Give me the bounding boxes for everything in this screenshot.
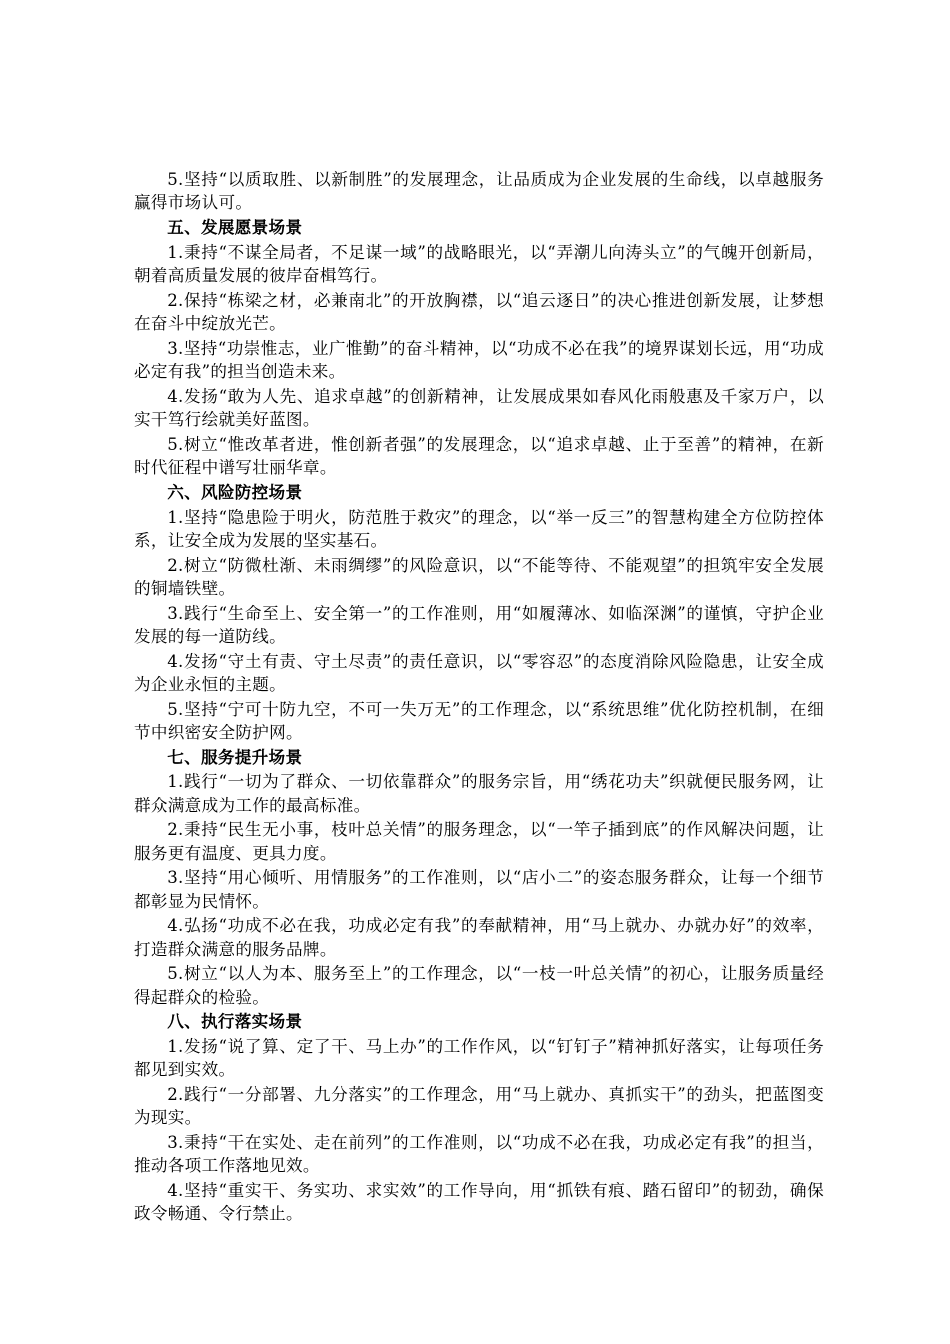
intro-paragraph: 5.坚持“以质取胜、以新制胜”的发展理念，让品质成为企业发展的生命线，以卓越服务赢得市场认可。 xyxy=(134,170,824,213)
section-8-item-4: 4.坚持“重实干、务实功、求实效”的工作导向，用“抓铁有痕、踏石留印”的韧劲，确保政令畅通、令行禁止。 xyxy=(134,1181,824,1224)
section-5-item-2: 2.保持“栋梁之材，必兼南北”的开放胸襟，以“追云逐日”的决心推进创新发展，让梦想在奋斗中绽放光芒。 xyxy=(134,290,824,333)
section-6-item-1: 1.坚持“隐患险于明火，防范胜于救灾”的理念，以“举一反三”的智慧构建全方位防控体系，让安全成为发展的坚实基石。 xyxy=(134,507,824,550)
section-6-item-4: 4.发扬“守土有责、守土尽责”的责任意识，以“零容忍”的态度消除风险隐患，让安全成为企业永恒的主题。 xyxy=(134,651,824,694)
section-8-item-3: 3.秉持“干在实处、走在前列”的工作准则，以“功成不必在我，功成必定有我”的担当，推动各项工作落地见效。 xyxy=(134,1133,824,1176)
section-5-item-1: 1.秉持“不谋全局者，不足谋一域”的战略眼光，以“弄潮儿向涛头立”的气魄开创新局，朝着高质量发展的彼岸奋楫笃行。 xyxy=(134,242,824,285)
section-heading-5: 五、发展愿景场景 xyxy=(167,218,303,237)
section-7-item-5: 5.树立“以人为本、服务至上”的工作理念，以“一枝一叶总关情”的初心，让服务质量经得起群众的检验。 xyxy=(134,964,824,1007)
section-heading-8: 八、执行落实场景 xyxy=(167,1012,303,1032)
section-5-item-5: 5.树立“惟改革者进，惟创新者强”的发展理念，以“追求卓越、止于至善”的精神，在新时代征程中谱写壮丽华章。 xyxy=(134,434,824,477)
section-6-item-3: 3.践行“生命至上、安全第一”的工作准则，用“如履薄冰、如临深渊”的谨慎，守护企业发展的每一道防线。 xyxy=(134,603,824,646)
section-heading-7: 七、服务提升场景 xyxy=(167,747,303,767)
section-5-item-3: 3.坚持“功崇惟志，业广惟勤”的奋斗精神，以“功成不必在我”的境界谋划长远，用“功成必定有我”的担当创造未来。 xyxy=(134,338,824,381)
section-7-item-3: 3.坚持“用心倾听、用情服务”的工作准则，以“店小二”的姿态服务群众，让每一个细节都彰显为民情怀。 xyxy=(134,868,824,911)
section-5-item-4: 4.发扬“敢为人先、追求卓越”的创新精神，让发展成果如春风化雨般惠及千家万户，以实干笃行绘就美好蓝图。 xyxy=(134,386,824,429)
section-6-item-5: 5.坚持“宁可十防九空，不可一失万无”的工作理念，以“系统思维”优化防控机制，在细节中织密安全防护网。 xyxy=(134,699,824,742)
section-7-item-1: 1.践行“一切为了群众、一切依靠群众”的服务宗旨，用“绣花功夫”织就便民服务网，让群众满意成为工作的最高标准。 xyxy=(134,772,824,815)
section-7-item-4: 4.弘扬“功成不必在我，功成必定有我”的奉献精神，用“马上就办、办就办好”的效率，打造群众满意的服务品牌。 xyxy=(134,916,824,959)
section-heading-6: 六、风险防控场景 xyxy=(167,482,303,502)
section-8-item-2: 2.践行“一分部署、九分落实”的工作理念，用“马上就办、真抓实干”的劲头，把蓝图变为现实。 xyxy=(134,1085,824,1128)
section-8-item-1: 1.发扬“说了算、定了干、马上办”的工作作风，以“钉钉子”精神抓好落实，让每项任务都见到实效。 xyxy=(134,1037,824,1080)
section-7-item-2: 2.秉持“民生无小事，枝叶总关情”的服务理念，以“一竿子插到底”的作风解决问题，让服务更有温度、更具力度。 xyxy=(134,820,824,863)
section-6-item-2: 2.树立“防微杜渐、未雨绸缪”的风险意识，以“不能等待、不能观望”的担筑牢安全发展的铜墙铁壁。 xyxy=(134,555,824,598)
document-page xyxy=(134,168,824,1227)
